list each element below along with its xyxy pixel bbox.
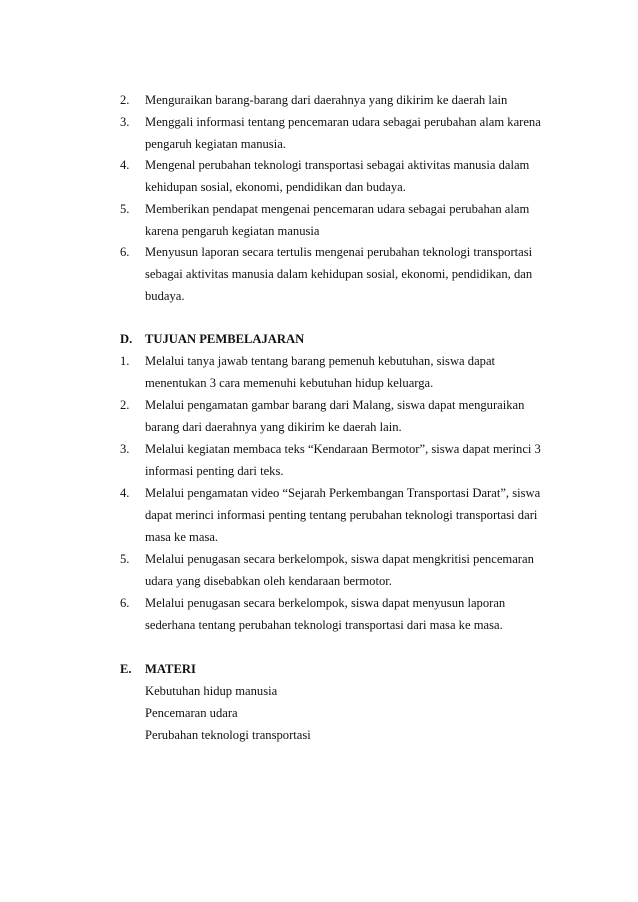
list-text: Melalui pengamatan gambar barang dari Malang, siswa dapat menguraikan: [145, 398, 525, 412]
list-number: 6.: [120, 245, 130, 259]
list-text: kehidupan sosial, ekonomi, pendidikan dan budaya.: [145, 180, 406, 194]
list-number: 5.: [120, 202, 130, 216]
list-text: Melalui pengamatan video “Sejarah Perkembangan Transportasi Darat”, siswa: [145, 486, 541, 500]
list-text: informasi penting dari teks.: [145, 464, 284, 478]
list-text: sederhana tentang perubahan teknologi transportasi dari masa ke masa.: [145, 618, 503, 632]
list-text: menentukan 3 cara memenuhi kebutuhan hidup keluarga.: [145, 376, 434, 390]
list-text: budaya.: [145, 289, 185, 303]
list-number: 4.: [120, 486, 130, 500]
list-text: Menggali informasi tentang pencemaran udara sebagai perubahan alam karena: [145, 115, 541, 129]
material-item: Pencemaran udara: [145, 706, 238, 720]
section-letter: E.: [120, 662, 132, 676]
section-letter: D.: [120, 332, 133, 346]
list-number: 2.: [120, 93, 130, 107]
list-text: Memberikan pendapat mengenai pencemaran udara sebagai perubahan alam: [145, 202, 530, 216]
list-text: udara yang disebabkan oleh kendaraan bermotor.: [145, 574, 392, 588]
list-text: sebagai aktivitas manusia dalam kehidupan sosial, ekonomi, pendidikan, dan: [145, 267, 533, 281]
list-text: barang dari daerahnya yang dikirim ke daerah lain.: [145, 420, 402, 434]
list-text: Mengenal perubahan teknologi transportasi sebagai aktivitas manusia dalam: [145, 158, 530, 172]
list-text: karena pengaruh kegiatan manusia: [145, 224, 320, 238]
list-text: dapat merinci informasi penting tentang perubahan teknologi transportasi dari: [145, 508, 538, 522]
list-text: masa ke masa.: [145, 530, 219, 544]
list-number: 5.: [120, 552, 130, 566]
list-text: pengaruh kegiatan manusia.: [145, 137, 286, 151]
section-title: TUJUAN PEMBELAJARAN: [145, 332, 305, 346]
list-number: 4.: [120, 158, 130, 172]
material-item: Perubahan teknologi transportasi: [145, 728, 311, 742]
list-text: Menguraikan barang-barang dari daerahnya yang dikirim ke daerah lain: [145, 93, 508, 107]
list-text: Melalui tanya jawab tentang barang pemenuh kebutuhan, siswa dapat: [145, 354, 496, 368]
list-number: 3.: [120, 442, 130, 456]
list-number: 6.: [120, 596, 130, 610]
list-number: 3.: [120, 115, 130, 129]
list-text: Melalui penugasan secara berkelompok, siswa dapat mengkritisi pencemaran: [145, 552, 534, 566]
list-text: Menyusun laporan secara tertulis mengenai perubahan teknologi transportasi: [145, 245, 533, 259]
list-text: Melalui kegiatan membaca teks “Kendaraan Bermotor”, siswa dapat merinci 3: [145, 442, 541, 456]
list-number: 1.: [120, 354, 130, 368]
list-number: 2.: [120, 398, 130, 412]
material-item: Kebutuhan hidup manusia: [145, 684, 278, 698]
section-title: MATERI: [145, 662, 196, 676]
list-text: Melalui penugasan secara berkelompok, siswa dapat menyusun laporan: [145, 596, 506, 610]
